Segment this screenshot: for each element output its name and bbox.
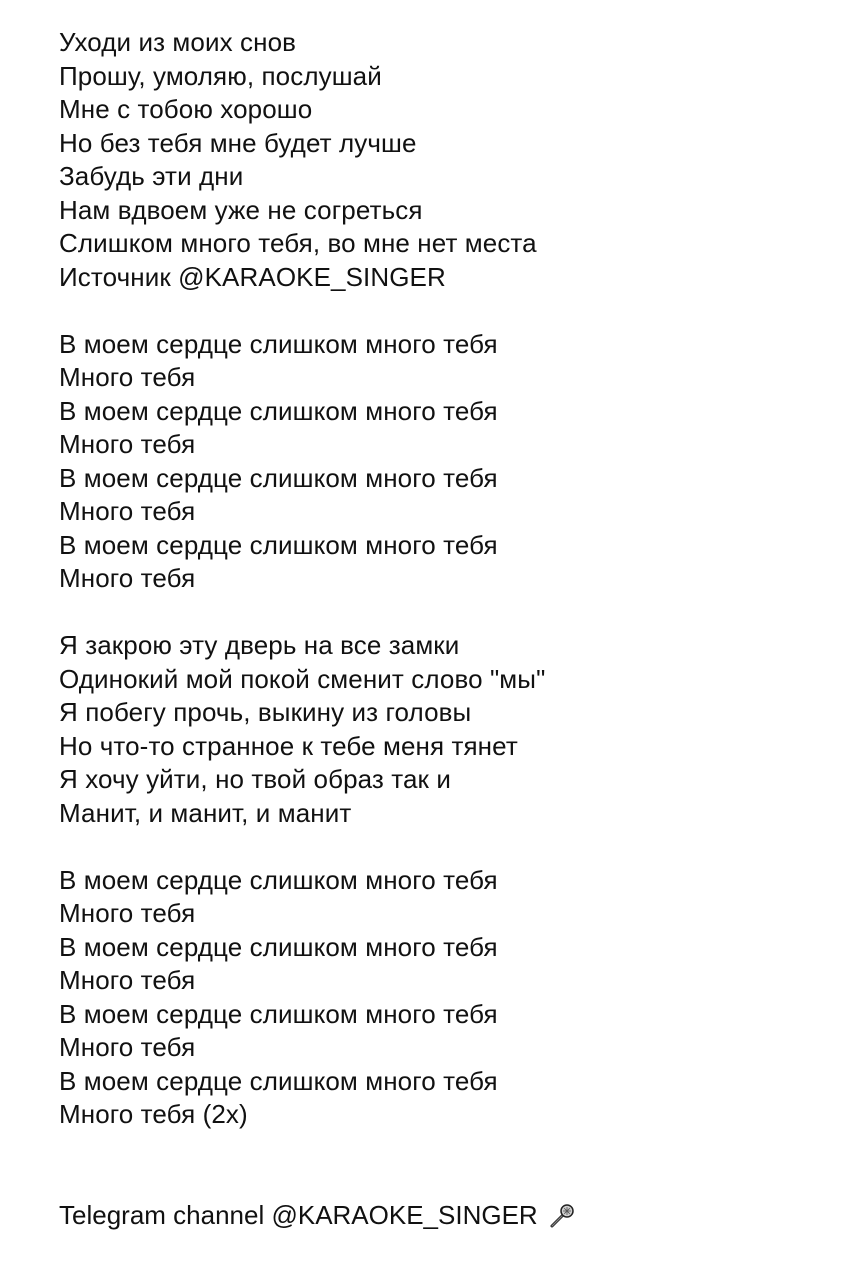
lyric-line: Много тебя — [59, 496, 196, 526]
lyric-line: Забудь эти дни — [59, 161, 244, 191]
lyric-line: В моем сердце слишком много тебя — [59, 462, 498, 493]
lyric-line: В моем сердце слишком много тебя — [59, 1065, 498, 1096]
lyric-line: В моем сердце слишком много тебя — [59, 395, 498, 426]
stanza-1 — [59, 26, 839, 294]
lyric-line: Много тебя — [59, 429, 196, 459]
telegram-footer — [59, 1199, 576, 1233]
lyric-line: Прошу, умоляю, послушай — [59, 60, 382, 91]
source-line: Источник @KARAOKE_SINGER — [59, 261, 446, 292]
lyric-line: Я закрою эту дверь на все замки — [59, 630, 460, 660]
lyric-line: В моем сердце слишком много тебя — [59, 998, 498, 1029]
lyric-line: Мне с тобою хорошо — [59, 94, 313, 124]
lyric-line: Одинокий мой покой сменит слово "мы" — [59, 663, 546, 694]
lyric-line: Слишком много тебя, во мне нет места — [59, 228, 537, 258]
lyrics-body — [59, 26, 839, 1165]
chorus-2 — [59, 864, 839, 1132]
telegram-channel-text: Telegram channel @KARAOKE_SINGER — [59, 1200, 538, 1230]
lyric-line: Много тебя (2x) — [59, 1099, 248, 1129]
lyric-line: Но что-то странное к тебе меня тянет — [59, 730, 518, 761]
lyric-line: Много тебя — [59, 1032, 196, 1062]
microphone-icon — [548, 1202, 576, 1230]
lyric-line: Нам вдвоем уже не согреться — [59, 194, 423, 225]
lyric-line: В моем сердце слишком много тебя — [59, 328, 498, 359]
lyric-line: Уходи из моих снов — [59, 27, 297, 57]
lyric-line: Много тебя — [59, 362, 196, 392]
stanza-2 — [59, 629, 839, 830]
chorus-1 — [59, 328, 839, 596]
lyric-line: Я хочу уйти, но твой образ так и — [59, 764, 451, 794]
lyric-line: Много тебя — [59, 965, 196, 995]
lyric-line: Много тебя — [59, 898, 196, 928]
lyric-line: Но без тебя мне будет лучше — [59, 127, 417, 158]
lyric-line: В моем сердце слишком много тебя — [59, 529, 498, 560]
lyric-line: Много тебя — [59, 563, 196, 593]
lyric-line: Манит, и манит, и манит — [59, 797, 352, 828]
lyric-line: В моем сердце слишком много тебя — [59, 931, 498, 962]
lyric-line: В моем сердце слишком много тебя — [59, 864, 498, 895]
lyric-line: Я побегу прочь, выкину из головы — [59, 697, 472, 727]
